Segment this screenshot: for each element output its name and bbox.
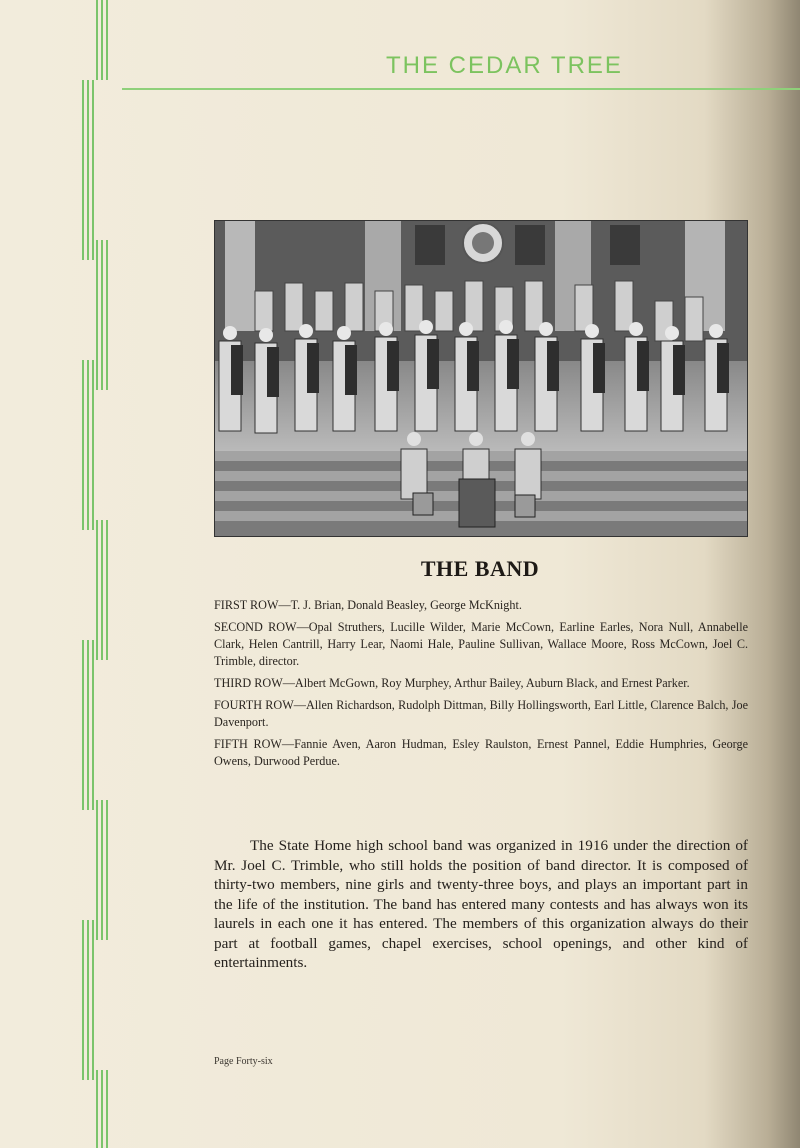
header-rule [122,88,800,90]
page-number: Page Forty-six [214,1056,273,1067]
row-entry: FOURTH ROW—Allen Richardson, Rudolph Dittman, Billy Hollingsworth, Earl Little, Clarence Balch, Joe Davenport. [214,698,748,729]
row-entry: FIRST ROW—T. J. Brian, Donald Beasley, George McKnight. [214,598,522,612]
row-entry: THIRD ROW—Albert McGown, Roy Murphey, Arthur Bailey, Auburn Black, and Ernest Parker. [214,676,690,690]
body-paragraph: The State Home high school band was organized in 1916 under the direction of Mr. Joel C. Trimble, who still holds the position of band director. It is composed of thirty-two members, nine girls and twenty-three boys, and plays an important part in the life of the institution. The band has entered many contests and has always won its laurels in each one it has entered. The members of this organization always do their part at football games, chapel exercises, school openings, and other kind of entertainments. [214,837,748,971]
decorative-stripe-border [78,0,114,1148]
row-listing [214,597,748,775]
running-header-title: THE CEDAR TREE [386,52,623,79]
band-photo [214,220,748,537]
row-entry: SECOND ROW—Opal Struthers, Lucille Wilder, Marie McCown, Earline Earles, Nora Null, Annabelle Clark, Helen Cantrill, Harry Lear, Naomi Hale, Pauline Sullivan, Wallace Moore, Ross McCown, Joel C. Trimble, director. [214,620,748,668]
row-entry: FIFTH ROW—Fannie Aven, Aaron Hudman, Esley Raulston, Ernest Pannel, Eddie Humphries, George Owens, Durwood Perdue. [214,737,749,768]
band-photo-illustration [215,221,747,536]
section-title: THE BAND [420,556,540,581]
